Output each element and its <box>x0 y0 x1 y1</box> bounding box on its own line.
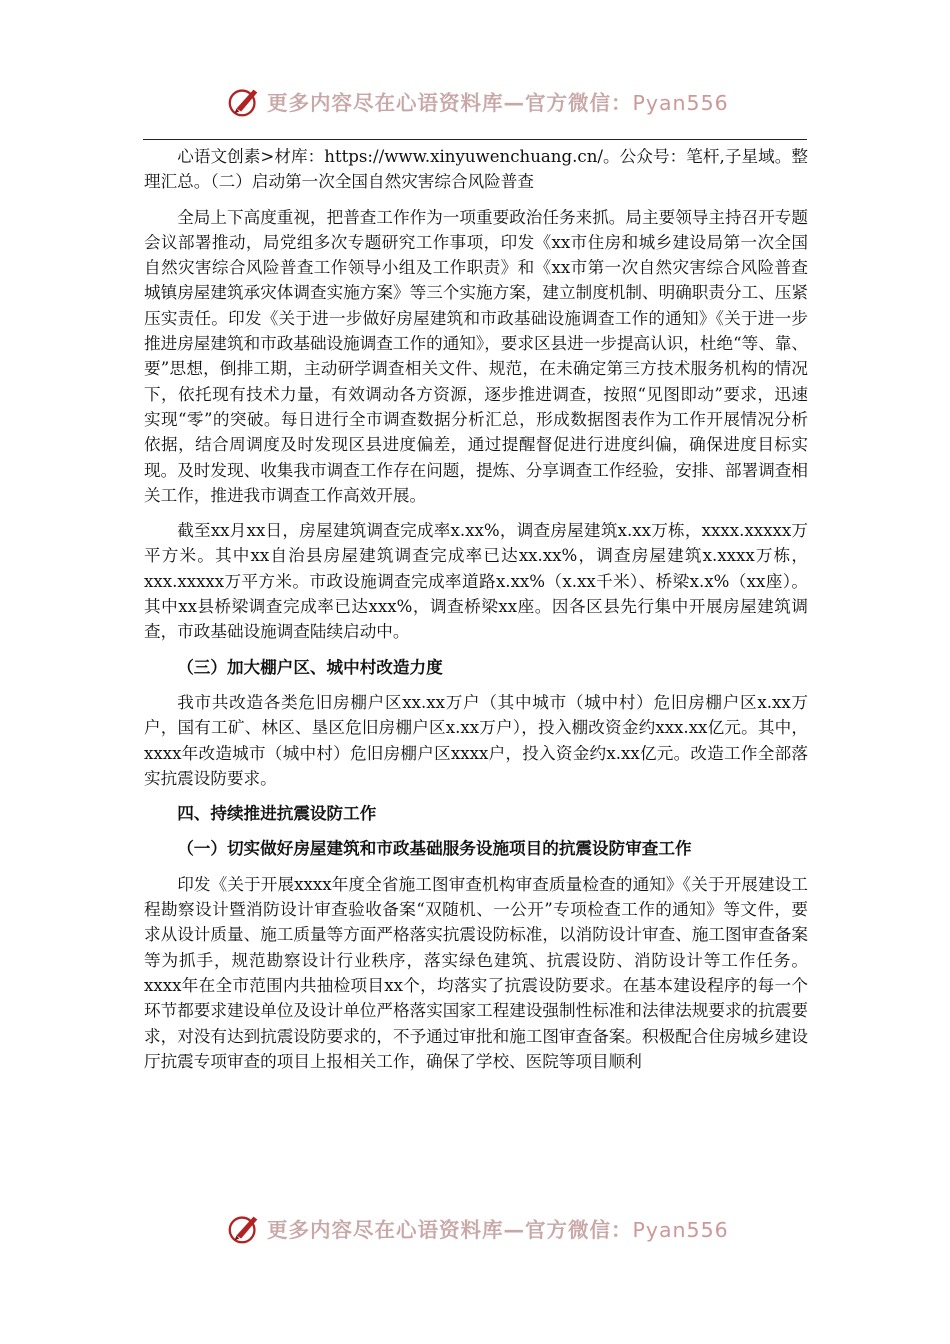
header-rule <box>143 139 807 140</box>
banner-text: 更多内容尽在心语资料库—官方微信：Pyan556 <box>267 91 729 115</box>
pen-logo-icon <box>225 1209 263 1247</box>
header-banner <box>225 82 729 120</box>
document-body <box>144 144 808 1074</box>
footer-banner <box>225 1209 729 1247</box>
paragraph-seismic-review: 印发《关于开展xxxx年度全省施工图审查机构审查质量检查的通知》《关于开展建设工程勘察设计暨消防设计审查验收备案“双随机、一公开”专项检查工作的通知》等文件，要求从设计质量、施工质量等方面严格落实抗震设防标准，以消防设计审查、施工图审查备案等为抓手，规范勘察设计行业秩序，落实绿色建筑、抗震设防、消防设计等工作任务。xxxx年在全市范围内共抽检项目xx个，均落实了抗震设防要求。在基本建设程序的每一个环节都要求建设单位及设计单位严格落实国家工程建设强制性标准和法律法规要求的抗震要求，对没有达到抗震设防要求的，不予通过审批和施工图审查备案。积极配合住房城乡建设厅抗震专项审查的项目上报相关工作，确保了学校、医院等项目顺利 <box>144 874 808 1071</box>
heading-seismic-review: （一）切实做好房屋建筑和市政基础服务设施项目的抗震设防审查工作 <box>177 839 692 859</box>
pen-logo-icon <box>225 82 263 120</box>
paragraph-census-work: 全局上下高度重视，把普查工作作为一项重要政治任务来抓。局主要领导主持召开专题会议部署推动，局党组多次专题研究工作事项，印发《xx市住房和城乡建设局第一次全国自然灾害综合风险普查工作领导小组及工作职责》和《xx市第一次自然灾害综合风险普查城镇房屋建筑承灾体调查实施方案》等三个实施方案，建立制度机制、明确职责分工、压紧压实责任。印发《关于进一步做好房屋建筑和市政基础设施调查工作的通知》《关于进一步推进房屋建筑和市政基础设施调查工作的通知》，要求区县进一步提高认识，杜绝“等、靠、要”思想，倒排工期，主动研学调查相关文件、规范，在未确定第三方技术服务机构的情况下，依托现有技术力量，有效调动各方资源，逐步推进调查，按照“见图即动”要求，迅速实现“零”的突破。每日进行全市调查数据分析汇总，形成数据图表作为工作开展情况分析依据，结合周调度及时发现区县进度偏差，通过提醒督促进行进度纠偏，确保进度目标实现。及时发现、收集我市调查工作存在问题，提炼、分享调查工作经验，安排、部署调查相关工作，推进我市调查工作高效开展。 <box>144 207 808 505</box>
paragraph-shantytown: 我市共改造各类危旧房棚户区xx.xx万户（其中城市（城中村）危旧房棚户区x.xx万户，国有工矿、林区、垦区危旧房棚户区x.xx万户），投入棚改资金约xxx.xx亿元。其中，xxxx年改造城市（城中村）危旧房棚户区xxxx户，投入资金约x.xx亿元。改造工作全部落实抗震设防要求。 <box>144 692 808 788</box>
paragraph-census-progress: 截至xx月xx日，房屋建筑调查完成率x.xx%，调查房屋建筑x.xx万栋，xxxx.xxxxx万平方米。其中xx自治县房屋建筑调查完成率已达xx.xx%，调查房屋建筑x.xxxx万栋，xxx.xxxxx万平方米。市政设施调查完成率道路x.xx%（x.xx千米）、桥梁x.x%（xx座）。其中xx县桥梁调查完成率已达xxx%，调查桥梁xx座。因各区县先行集中开展房屋建筑调查，市政基础设施调查陆续启动中。 <box>144 521 808 642</box>
wechat-id: Pyan556 <box>632 1218 729 1242</box>
wechat-id: Pyan556 <box>632 91 729 115</box>
banner-text: 更多内容尽在心语资料库—官方微信：Pyan556 <box>267 1218 729 1242</box>
heading-seismic: 四、持续推进抗震设防工作 <box>177 804 377 824</box>
paragraph-intro: 心语文创素>材库：https://www.xinyuwenchuang.cn/。公众号：笔杆,子星域。整理汇总。（二）启动第一次全国自然灾害综合风险普查 <box>144 147 808 192</box>
heading-shantytown: （三）加大棚户区、城中村改造力度 <box>177 657 443 677</box>
